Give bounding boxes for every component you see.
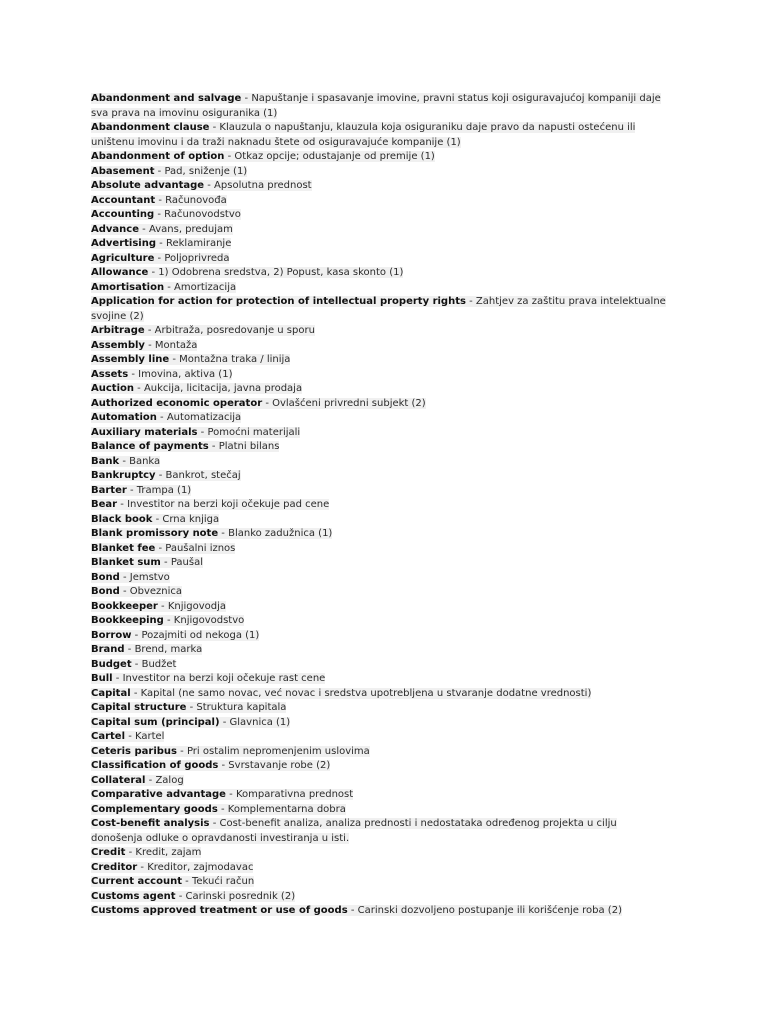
entry-text [91, 267, 403, 278]
glossary-term: Auxiliary materials [91, 426, 198, 438]
glossary-term: Brand [91, 644, 125, 655]
glossary-entry [91, 600, 731, 615]
entry-text [91, 601, 226, 612]
term-separator: - [155, 194, 166, 206]
glossary-term: Bull [91, 673, 113, 684]
glossary-term: Allowance [91, 267, 149, 278]
glossary-definition: Struktura kapitala [196, 702, 287, 713]
glossary-term: Abasement [91, 165, 155, 177]
glossary-term: Bond [91, 571, 120, 583]
glossary-definition: Klauzula o napuštanju, klauzula koja osiguraniku daje pravo da napusti ostećenu ili uništenu imovinu i da traži naknadu štete od osiguravajuće kompanije (1) [91, 122, 636, 148]
term-separator: - [125, 731, 135, 742]
term-separator: - [197, 426, 208, 438]
glossary-term: Abandonment and salvage [91, 93, 242, 104]
glossary-definition: Reklamiranje [165, 238, 232, 249]
glossary-definition: Trampa (1) [136, 484, 192, 496]
term-separator: - [217, 803, 228, 815]
term-separator: - [160, 557, 171, 568]
entry-text [91, 528, 332, 539]
entry-text [91, 485, 191, 496]
entry-text [91, 253, 229, 264]
glossary-entry [91, 542, 731, 557]
entry-text [91, 572, 170, 583]
glossary-entry [91, 759, 731, 774]
term-separator: - [175, 890, 186, 902]
glossary-entry [91, 672, 731, 687]
term-separator: - [117, 499, 128, 510]
glossary-definition: Carinski posrednik (2) [185, 890, 296, 902]
term-separator: - [148, 267, 159, 278]
glossary-term: Bond [91, 586, 120, 597]
glossary-entry [91, 121, 731, 150]
glossary-entry [91, 788, 731, 803]
term-separator: - [119, 455, 130, 467]
glossary-term: Creditor [91, 861, 138, 873]
glossary-term: Comparative advantage [91, 789, 226, 800]
glossary-definition: Napuštanje i spasavanje imovine, pravni status koji osiguravajućoj kompaniji daje sva prava na imovinu osiguranika (1) [91, 93, 661, 119]
glossary-definition: Arbitraža, posredovanje u sporu [154, 325, 315, 336]
entry-text [91, 862, 253, 873]
glossary-term: Balance of payments [91, 441, 209, 452]
term-separator: - [112, 673, 123, 684]
entry-text [91, 746, 370, 757]
glossary-term: Authorized economic operator [91, 397, 263, 409]
entry-text [91, 398, 426, 409]
glossary-entry [91, 281, 731, 296]
term-separator: - [262, 397, 273, 409]
entry-text [91, 93, 661, 119]
glossary-term: Auction [91, 383, 134, 394]
glossary-entry [91, 875, 731, 890]
entry-text [91, 659, 176, 670]
glossary-definition: Pri ostalim nepromenjenim uslovima [186, 745, 370, 757]
entry-text [91, 775, 184, 786]
glossary-definition: Zahtjev za zaštitu prava intelektualne svojine (2) [91, 296, 666, 322]
glossary-term: Classification of goods [91, 760, 219, 771]
term-separator: - [131, 658, 142, 670]
glossary-definition: Apsolutna prednost [214, 180, 312, 191]
entry-text [91, 238, 231, 249]
glossary-definition: Računovodstvo [164, 209, 241, 220]
glossary-definition: Imovina, aktiva (1) [138, 368, 233, 380]
entry-text [91, 499, 329, 510]
term-separator: - [154, 209, 165, 220]
glossary-term: Advertising [91, 238, 156, 249]
entry-text [91, 630, 259, 641]
glossary-definition: Bankrot, stečaj [165, 470, 241, 481]
entry-text [91, 282, 236, 293]
glossary-entry [91, 527, 731, 542]
glossary-term: Bear [91, 499, 118, 510]
term-separator: - [137, 861, 148, 873]
glossary-entry [91, 194, 731, 209]
glossary-term: Assets [91, 368, 129, 380]
glossary-entry [91, 890, 731, 905]
glossary-definition: Budžet [141, 658, 177, 670]
glossary-term: Barter [91, 484, 127, 496]
glossary-entry [91, 353, 731, 368]
glossary-entry [91, 629, 731, 644]
glossary-entry [91, 397, 731, 412]
glossary-definition: Amortizacija [174, 281, 237, 293]
glossary-term: Cost-benefit analysis [91, 818, 210, 829]
glossary-term: Abandonment of option [91, 151, 225, 162]
term-separator: - [204, 180, 215, 191]
glossary-definition: Pad, sniženje (1) [164, 165, 248, 177]
entry-text [91, 717, 290, 728]
entry-text [91, 891, 295, 902]
glossary-entry [91, 803, 731, 818]
glossary-term: Blanket sum [91, 557, 161, 568]
entry-text [91, 543, 235, 554]
entry-text [91, 224, 233, 235]
glossary-term: Borrow [91, 629, 132, 641]
term-separator: - [152, 513, 163, 525]
glossary-definition: Svrstavanje robe (2) [228, 760, 331, 771]
term-separator: - [125, 847, 136, 858]
glossary-definition: Montaža [154, 339, 198, 351]
entry-text [91, 354, 290, 365]
glossary-entry [91, 150, 731, 165]
term-separator: - [209, 818, 220, 829]
glossary-entry [91, 382, 731, 397]
term-separator: - [133, 383, 144, 394]
term-separator: - [209, 122, 220, 133]
entry-text [91, 804, 346, 815]
term-separator: - [144, 325, 155, 336]
glossary-definition: Brend, marka [134, 644, 203, 655]
term-separator: - [181, 876, 192, 887]
term-separator: - [164, 281, 175, 293]
glossary-entry [91, 339, 731, 354]
glossary-term: Assembly line [91, 354, 170, 365]
glossary-definition: Jemstvo [129, 571, 170, 583]
term-separator: - [157, 600, 168, 612]
glossary-list [91, 92, 731, 919]
term-separator: - [218, 760, 229, 771]
glossary-entry [91, 426, 731, 441]
glossary-term: Bookkeeper [91, 600, 158, 612]
entry-text [91, 427, 300, 438]
glossary-term: Assembly [91, 339, 145, 351]
entry-text [91, 905, 622, 916]
glossary-term: Ceteris paribus [91, 745, 177, 757]
glossary-term: Bankruptcy [91, 470, 156, 481]
glossary-definition: Tekući račun [191, 876, 255, 887]
glossary-entry [91, 484, 731, 499]
glossary-definition: Kartel [134, 731, 165, 742]
term-separator: - [241, 93, 252, 104]
glossary-definition: Komplementarna dobra [227, 803, 346, 815]
glossary-definition: Računovođa [165, 194, 227, 206]
term-separator: - [119, 586, 130, 597]
entry-text [91, 760, 330, 771]
glossary-entry [91, 440, 731, 455]
entry-text [91, 296, 666, 322]
glossary-definition: Investitor na berzi koji očekuje pad cene [127, 499, 330, 510]
entry-text [91, 818, 617, 844]
term-separator: - [126, 484, 137, 496]
glossary-entry [91, 585, 731, 600]
term-separator: - [208, 441, 219, 452]
glossary-definition: Glavnica (1) [229, 716, 291, 728]
glossary-definition: Knjigovodja [167, 600, 227, 612]
entry-text [91, 456, 160, 467]
entry-text [91, 731, 164, 742]
term-separator: - [139, 223, 149, 235]
glossary-entry [91, 411, 731, 426]
entry-text [91, 441, 279, 452]
glossary-term: Blanket fee [91, 542, 156, 554]
glossary-definition: Montažna traka / linija [179, 354, 291, 365]
glossary-definition: Crna knjiga [162, 513, 220, 525]
entry-text [91, 644, 202, 655]
glossary-entry [91, 324, 731, 339]
entry-text [91, 209, 241, 220]
glossary-entry [91, 513, 731, 528]
glossary-entry [91, 701, 731, 716]
glossary-term: Amortisation [91, 281, 165, 293]
glossary-entry [91, 368, 731, 383]
entry-text [91, 325, 315, 336]
glossary-definition: Platni bilans [218, 441, 280, 452]
glossary-term: Budget [91, 658, 132, 670]
entry-text [91, 340, 197, 351]
glossary-definition: Ovlašćeni privredni subjekt (2) [272, 397, 426, 409]
glossary-entry [91, 455, 731, 470]
glossary-definition: Obveznica [129, 586, 183, 597]
glossary-entry [91, 498, 731, 513]
glossary-term: Complementary goods [91, 803, 218, 815]
glossary-definition: Komparativna prednost [235, 789, 354, 800]
entry-text [91, 586, 182, 597]
term-separator: - [131, 629, 142, 641]
glossary-term: Abandonment clause [91, 122, 210, 133]
entry-text [91, 195, 227, 206]
glossary-definition: Avans, predujam [148, 223, 233, 235]
glossary-definition: Poljoprivreda [164, 252, 230, 264]
term-separator: - [156, 238, 166, 249]
entry-text [91, 847, 201, 858]
term-separator: - [176, 745, 187, 757]
glossary-term: Absolute advantage [91, 180, 205, 191]
entry-text [91, 615, 244, 626]
glossary-term: Accountant [91, 194, 156, 206]
entry-text [91, 514, 219, 525]
glossary-definition: Carinski dozvoljeno postupanje ili korišćenje roba (2) [357, 905, 622, 916]
glossary-definition: Kapital (ne samo novac, već novac i sredstva upotrebljena u stvaranje dodatne vrednosti) [140, 687, 592, 699]
glossary-entry [91, 266, 731, 281]
entry-text [91, 383, 302, 394]
glossary-entry [91, 237, 731, 252]
term-separator: - [130, 687, 141, 699]
term-separator: - [156, 412, 167, 423]
glossary-entry [91, 904, 731, 919]
glossary-entry [91, 861, 731, 876]
glossary-entry [91, 179, 731, 194]
glossary-definition: Investitor na berzi koji očekuje rast cene [122, 673, 326, 684]
glossary-term: Customs approved treatment or use of goods [91, 905, 348, 916]
glossary-term: Capital structure [91, 702, 187, 713]
glossary-term: Credit [91, 847, 126, 858]
glossary-term: Cartel [91, 731, 126, 742]
entry-text [91, 369, 232, 380]
term-separator: - [124, 644, 135, 655]
glossary-definition: Banka [129, 455, 161, 467]
glossary-term: Current account [91, 876, 182, 887]
term-separator: - [155, 470, 166, 481]
term-separator: - [465, 296, 476, 307]
glossary-term: Bookkeeping [91, 615, 164, 626]
glossary-entry [91, 165, 731, 180]
glossary-term: Agriculture [91, 252, 155, 264]
glossary-entry [91, 614, 731, 629]
glossary-term: Customs agent [91, 890, 176, 902]
glossary-entry [91, 295, 731, 324]
glossary-entry [91, 774, 731, 789]
glossary-definition: Knjigovodstvo [173, 615, 245, 626]
glossary-term: Bank [91, 455, 120, 467]
glossary-term: Application for action for protection of intellectual property rights [91, 296, 466, 307]
term-separator: - [155, 542, 166, 554]
glossary-definition: Automatizacija [166, 412, 242, 423]
glossary-entry [91, 745, 731, 760]
glossary-entry [91, 208, 731, 223]
glossary-entry [91, 687, 731, 702]
term-separator: - [154, 252, 165, 264]
glossary-term: Automation [91, 412, 157, 423]
term-separator: - [128, 368, 139, 380]
entry-text [91, 673, 325, 684]
glossary-term: Capital [91, 687, 131, 699]
glossary-definition: Kredit, zajam [135, 847, 202, 858]
entry-text [91, 789, 353, 800]
glossary-entry [91, 223, 731, 238]
term-separator: - [144, 339, 155, 351]
entry-text [91, 557, 203, 568]
glossary-definition: 1) Odobrena sredstva, 2) Popust, kasa skonto (1) [158, 267, 404, 278]
glossary-entry [91, 658, 731, 673]
glossary-term: Advance [91, 223, 139, 235]
glossary-entry [91, 846, 731, 861]
glossary-definition: Cost-benefit analiza, analiza prednosti i nedostataka određenog projekta u cilju donošenja odluke o opravdanosti investiranja u isti. [91, 818, 617, 844]
glossary-entry [91, 730, 731, 745]
term-separator: - [218, 528, 229, 539]
glossary-term: Capital sum (principal) [91, 716, 220, 728]
term-separator: - [145, 774, 156, 786]
term-separator: - [154, 165, 165, 177]
term-separator: - [225, 789, 236, 800]
entry-text [91, 876, 254, 887]
glossary-entry [91, 252, 731, 267]
entry-text [91, 688, 591, 699]
glossary-entry [91, 643, 731, 658]
term-separator: - [224, 151, 235, 162]
entry-text [91, 122, 635, 148]
glossary-definition: Otkaz opcije; odustajanje od premije (1) [234, 151, 435, 162]
glossary-entry [91, 716, 731, 731]
term-separator: - [163, 615, 174, 626]
entry-text [91, 702, 286, 713]
glossary-definition: Zalog [155, 774, 184, 786]
entry-text [91, 412, 241, 423]
glossary-definition: Paušal [170, 557, 203, 568]
glossary-term: Blank promissory note [91, 528, 219, 539]
glossary-term: Black book [91, 513, 153, 525]
glossary-definition: Pomoćni materijali [207, 426, 301, 438]
glossary-entry [91, 817, 731, 846]
term-separator: - [119, 571, 130, 583]
glossary-entry [91, 92, 731, 121]
term-separator: - [219, 716, 230, 728]
glossary-term: Collateral [91, 774, 146, 786]
entry-text [91, 470, 241, 481]
glossary-definition: Paušalni iznos [165, 542, 236, 554]
term-separator: - [347, 905, 358, 916]
glossary-term: Arbitrage [91, 325, 145, 336]
term-separator: - [169, 354, 180, 365]
entry-text [91, 180, 312, 191]
glossary-definition: Aukcija, licitacija, javna prodaja [143, 383, 303, 394]
entry-text [91, 166, 247, 177]
term-separator: - [186, 702, 197, 713]
entry-text [91, 151, 435, 162]
glossary-definition: Pozajmiti od nekoga (1) [141, 629, 260, 641]
glossary-entry [91, 571, 731, 586]
glossary-term: Accounting [91, 209, 155, 220]
glossary-entry [91, 556, 731, 571]
glossary-definition: Blanko zadužnica (1) [228, 528, 333, 539]
glossary-definition: Kreditor, zajmodavac [147, 861, 254, 873]
glossary-entry [91, 469, 731, 484]
